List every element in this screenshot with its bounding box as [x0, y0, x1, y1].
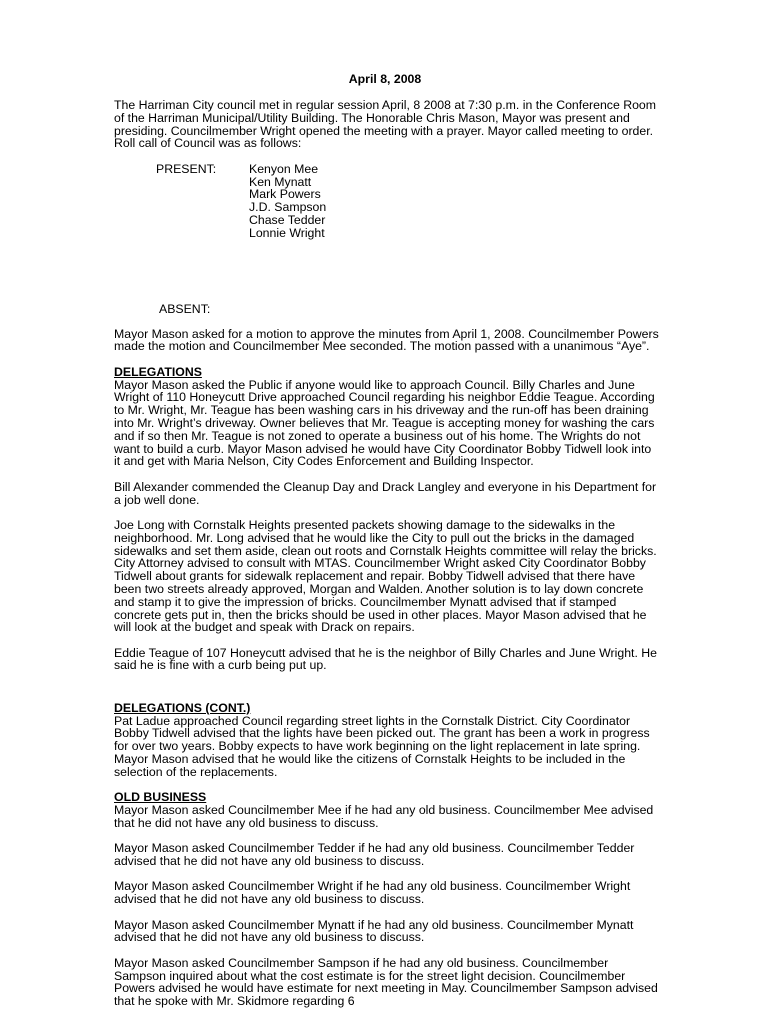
present-member: J.D. Sampson	[249, 200, 327, 215]
old-business-heading: OLD BUSINESS	[114, 790, 207, 805]
minutes-motion-paragraph: Mayor Mason asked for a motion to approve the minutes from April 1, 2008. Councilmember Powers made the motion and Councilmember Mee seconded. The motion passed with a unanimous “Aye”.	[114, 326, 659, 354]
delegations-section	[114, 366, 659, 468]
old-business-section	[114, 791, 659, 829]
delegations-cont-paragraph: Pat Ladue approached Council regarding street lights in the Cornstalk District. City Coordinator Bobby Tidwell advised that the lights have been picked out. The grant has been a work in progress for over two years. Bobby expects to have work beginning on the light replacement in late spring. Mayor Mason advised that he would like the citizens of Cornstalk Heights to be included in the selection of the replacements.	[114, 713, 650, 779]
delegations-heading: DELEGATIONS	[114, 364, 202, 379]
present-member: Ken Mynatt	[249, 174, 312, 189]
delegations-paragraph: Mayor Mason asked the Public if anyone would like to approach Council. Billy Charles and June Wright of 110 Honeycutt Drive approached Council regarding his neighbor Eddie Teague. According to Mr. Wright, Mr. Teague has been washing cars in his driveway and the run-off has been draining into Mr. Wright’s driveway. Owner believes that Mr. Teague is accepting money for washing the cars and if so then Mr. Teague is not zoned to operate a business out of his home. The Wrights do not want to build a curb. Mayor Mason advised he would have City Coordinator Bobby Tidwell look into it and get with Maria Nelson, City Codes Enforcement and Building Inspector.	[114, 377, 655, 469]
absent-label: ABSENT:	[159, 301, 211, 316]
present-member: Lonnie Wright	[249, 225, 325, 240]
old-business-paragraph: Mayor Mason asked Councilmember Sampson if he had any old business. Councilmember Sampson inquired about what the cost estimate is for the street light decision. Councilmember Powers advised he would have estimate for next meeting in May. Councilmember Sampson advised that he spoke with Mr. Skidmore regarding 6	[114, 955, 658, 1009]
delegations-cont-section	[114, 702, 659, 779]
intro-paragraph: The Harriman City council met in regular session April, 8 2008 at 7:30 p.m. in the Conference Room of the Harriman Municipal/Utility Building. The Honorable Chris Mason, Mayor was present and presiding. Councilmember Wright opened the meeting with a prayer. Mayor called meeting to order. Roll call of Council was as follows:	[114, 98, 657, 151]
delegations-cont-heading: DELEGATIONS (CONT.)	[114, 700, 251, 715]
present-label: PRESENT:	[156, 161, 217, 176]
delegations-paragraph: Eddie Teague of 107 Honeycutt advised that he is the neighbor of Billy Charles and June Wright. He said he is fine with a curb being put up.	[114, 645, 657, 673]
delegations-paragraph: Bill Alexander commended the Cleanup Day and Drack Langley and everyone in his Department for a job well done.	[114, 479, 657, 507]
document-date: April 8, 2008	[348, 72, 422, 86]
roll-call	[114, 163, 659, 316]
present-member: Kenyon Mee	[249, 161, 319, 176]
delegations-paragraph: Joe Long with Cornstalk Heights presented packets showing damage to the sidewalks in the neighborhood. Mr. Long advised that he would like the City to pull out the bricks in the damaged sidewalks and set them aside, clean out roots and Cornstalk Heights committee will relay the bricks. City Attorney advised to consult with MTAS. Councilmember Wright asked City Coordinator Bobby Tidwell about grants for sidewalk replacement and repair. Bobby Tidwell advised that there have been two streets already approved, Morgan and Walden. Another solution is to lay down concrete and stamp it to give the impression of bricks. Councilmember Mynatt advised that if stamped concrete gets put in, then the bricks should be used in other places. Mayor Mason advised that he will look at the budget and speak with Drack on repairs.	[114, 517, 657, 635]
old-business-paragraph: Mayor Mason asked Councilmember Tedder if he had any old business. Councilmember Tedder advised that he did not have any old business to discuss.	[114, 841, 635, 869]
section-spacer	[114, 685, 659, 702]
old-business-paragraph: Mayor Mason asked Councilmember Mynatt if he had any old business. Councilmember Mynatt advised that he did not have any old business to discuss.	[114, 917, 634, 945]
present-member: Chase Tedder	[249, 212, 326, 227]
old-business-paragraph: Mayor Mason asked Councilmember Wright if he had any old business. Councilmember Wright advised that he did not have any old business to discuss.	[114, 879, 631, 907]
old-business-paragraph: Mayor Mason asked Councilmember Mee if he had any old business. Councilmember Mee advised that he did not have any old business to discuss.	[114, 803, 654, 830]
present-list	[249, 163, 326, 240]
present-member: Mark Powers	[249, 187, 321, 202]
minutes-body	[114, 99, 659, 1021]
